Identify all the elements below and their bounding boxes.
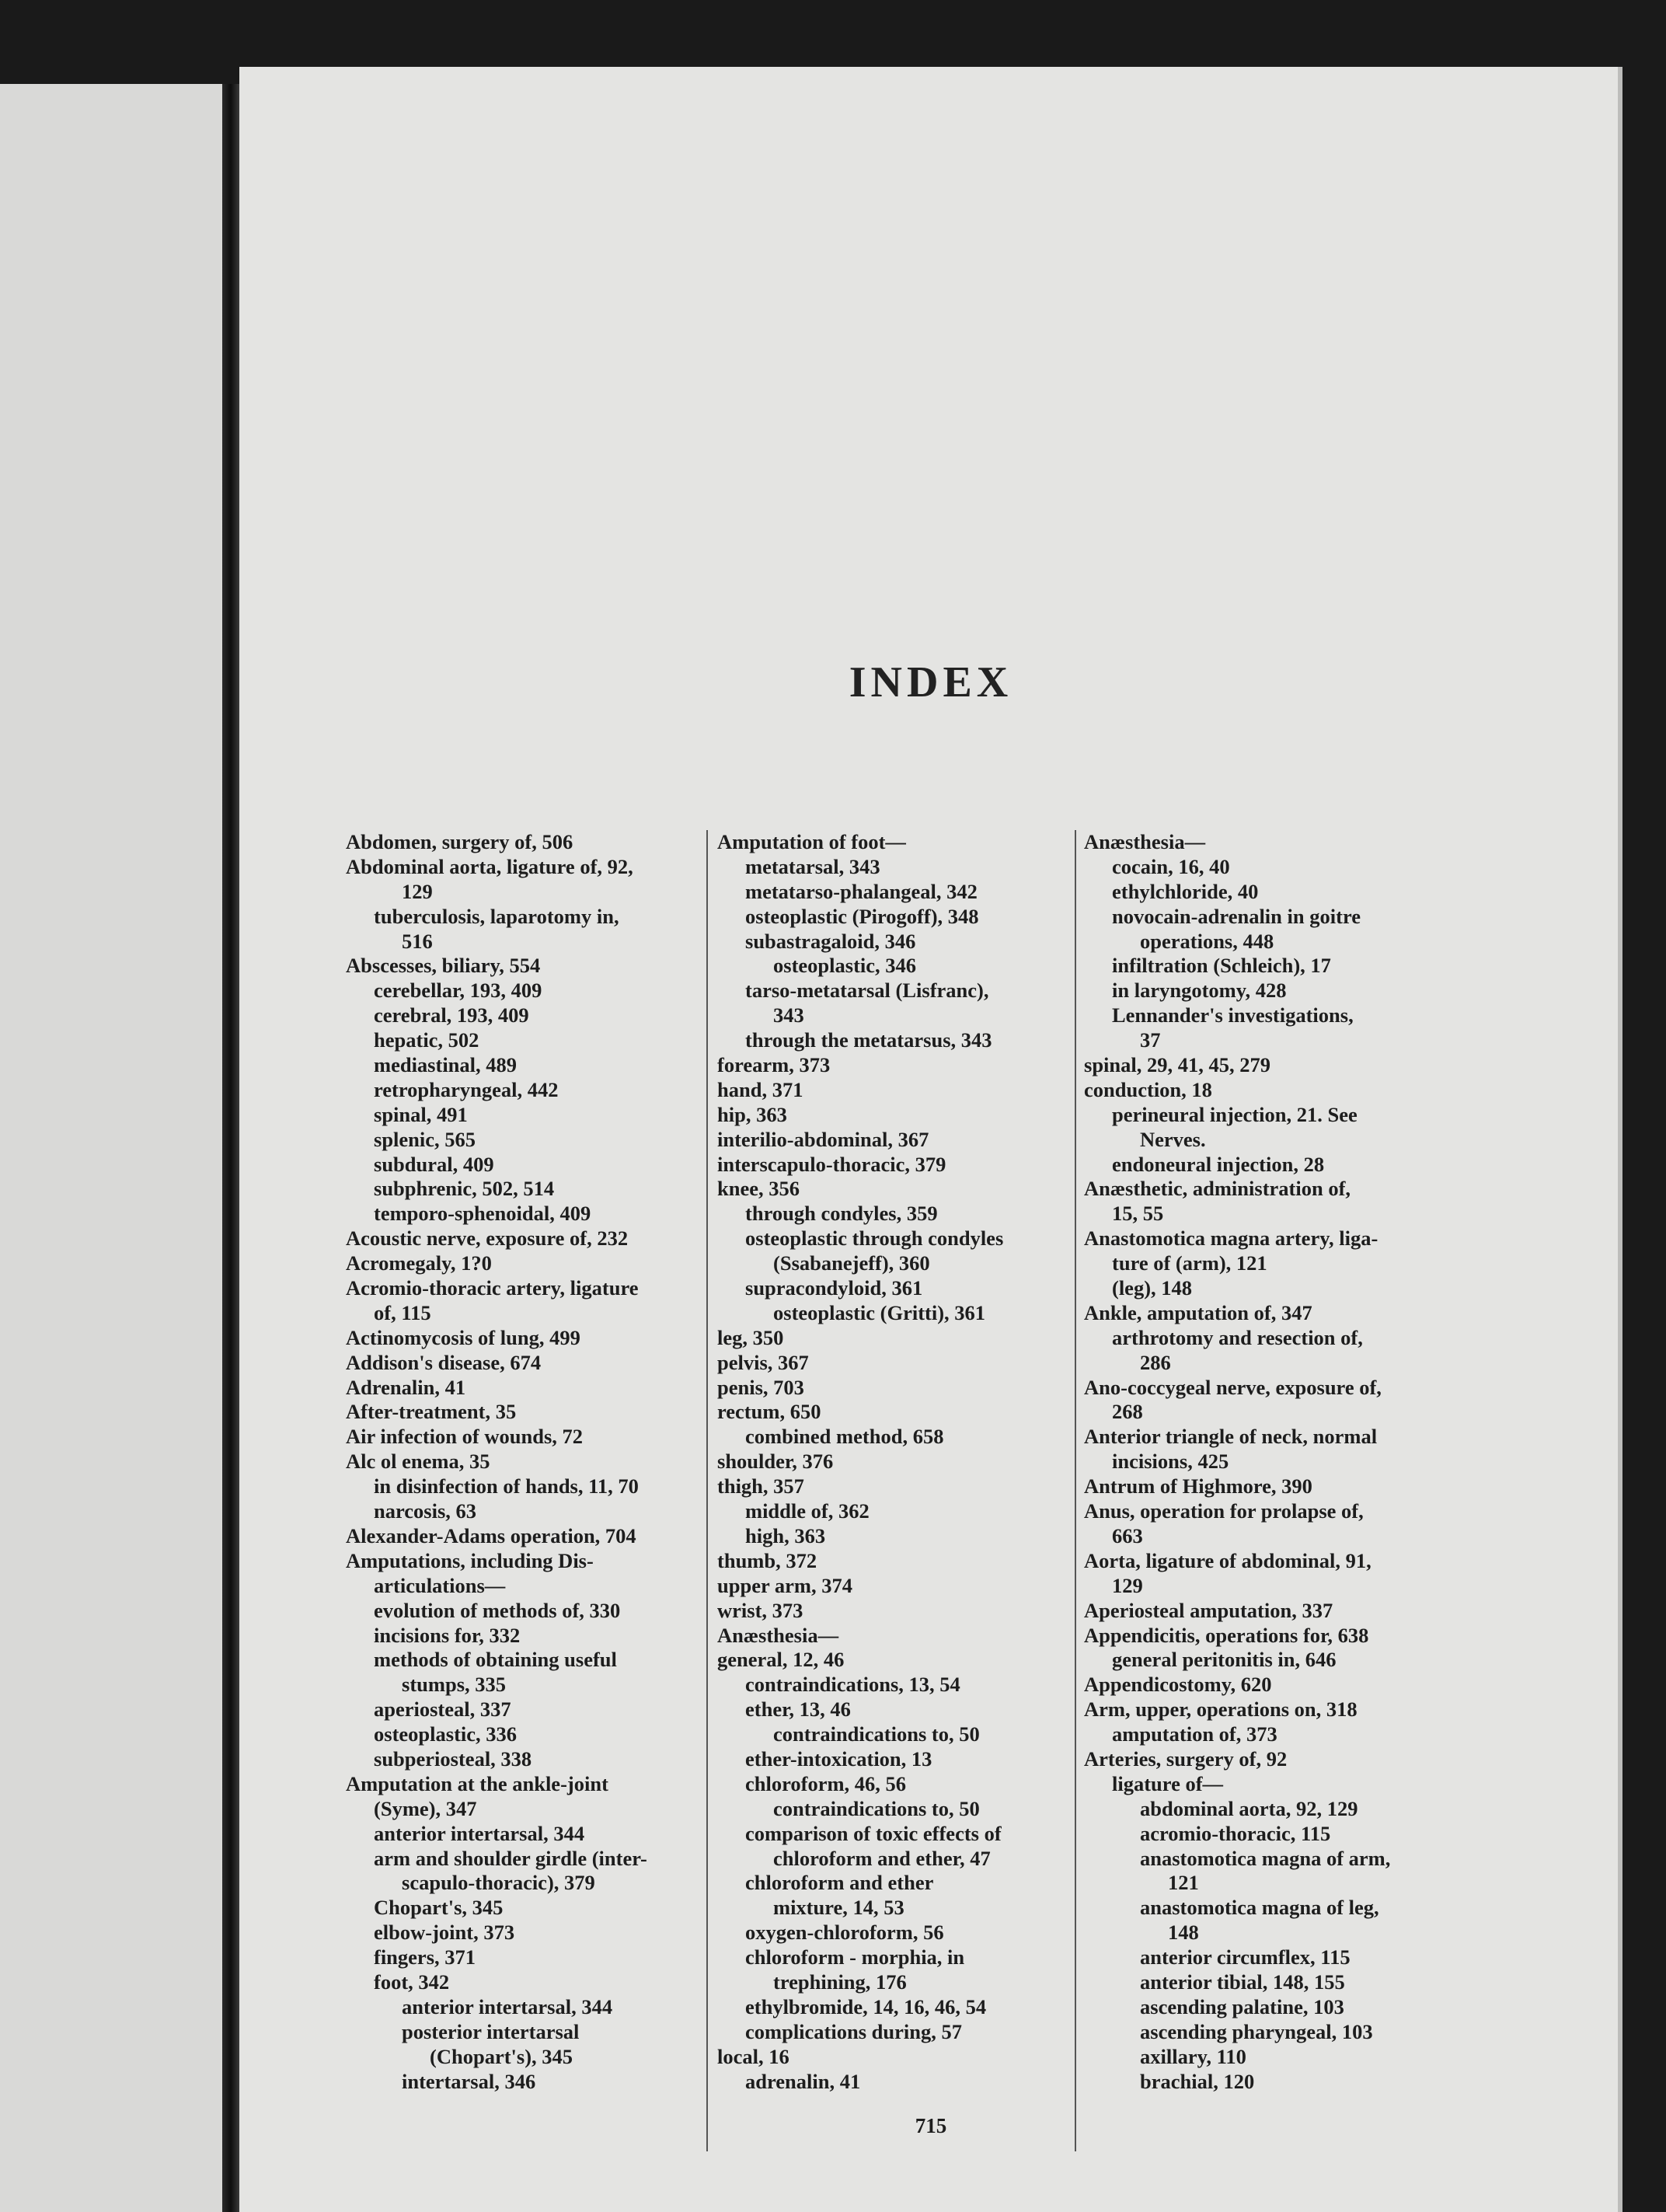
index-entry: penis, 703 [717,1375,804,1399]
index-entry: Ano-coccygeal nerve, exposure of, [1084,1375,1382,1399]
index-entry: endoneural injection, 28 [1112,1152,1325,1176]
index-entry: Abdomen, surgery of, 506 [346,830,573,853]
index-entry: infiltration (Schleich), 17 [1112,954,1331,978]
index-entry: hip, 363 [717,1102,787,1126]
index-entry: combined method, 658 [745,1425,944,1449]
index-entry: Arm, upper, operations on, 318 [1084,1697,1358,1722]
index-entry: hepatic, 502 [374,1028,479,1052]
index-entry: Anæsthesia— [717,1623,839,1647]
index-entry: rectum, 650 [717,1400,821,1424]
index-entry: Appendicitis, operations for, 638 [1084,1623,1369,1647]
index-entry: Abscesses, biliary, 554 [346,954,541,978]
index-entry: high, 363 [745,1523,826,1547]
index-entry: tuberculosis, laparotomy in, [374,904,619,928]
index-entry: Ankle, amputation of, 347 [1084,1300,1312,1324]
index-entry: 516 [402,929,433,953]
index-entry: Abdominal aorta, ligature of, 92, [346,854,633,878]
index-entry: anastomotica magna of arm, [1140,1846,1391,1870]
index-entry: incisions, 425 [1112,1450,1229,1474]
index-entry: 268 [1112,1400,1143,1424]
index-entry: comparison of toxic effects of [745,1821,1002,1845]
index-entry: evolution of methods of, 330 [374,1598,621,1622]
index-entry: supracondyloid, 361 [745,1276,923,1300]
index-entry: tarso-metatarsal (Lisfranc), [745,979,989,1003]
index-entry: ture of (arm), 121 [1112,1251,1267,1275]
index-entry: knee, 356 [717,1177,800,1201]
index-entry: anterior intertarsal, 344 [402,1994,613,2018]
index-entry: chloroform and ether [745,1871,934,1895]
index-entry: contraindications to, 50 [773,1796,980,1820]
index-entry: adrenalin, 41 [745,2069,861,2093]
index-entry: amputation of, 373 [1112,1722,1277,1746]
index-entry: Acromio-thoracic artery, ligature [346,1276,639,1300]
index-entry: in disinfection of hands, 11, 70 [374,1474,639,1499]
index-entry: methods of obtaining useful [374,1648,617,1672]
index-entry: spinal, 491 [374,1102,468,1126]
index-entry: retropharyngeal, 442 [374,1077,559,1101]
index-entry: subastragaloid, 346 [745,929,916,953]
index-entry: local, 16 [717,2044,789,2068]
index-entry: shoulder, 376 [717,1450,834,1474]
index-entry: 15, 55 [1112,1202,1164,1226]
index-entry: anterior tibial, 148, 155 [1140,1970,1345,1994]
index-entry: (Ssabanejeff), 360 [773,1251,930,1275]
index-entry: Alc ol enema, 35 [346,1450,490,1474]
index-entry: articulations— [374,1573,506,1597]
index-entry: Chopart's, 345 [374,1896,504,1920]
index-entry: operations, 448 [1140,929,1274,953]
index-entry: wrist, 373 [717,1598,803,1622]
index-entry: ethylbromide, 14, 16, 46, 54 [745,1994,987,2018]
index-entry: narcosis, 63 [374,1499,477,1523]
index-entry: chloroform and ether, 47 [773,1846,991,1870]
index-column-2 [717,830,1072,2094]
index-entry: Aorta, ligature of abdominal, 91, [1084,1548,1371,1572]
index-entry: subphrenic, 502, 514 [374,1177,555,1201]
index-entry: ligature of— [1112,1771,1224,1795]
index-entry: temporo-sphenoidal, 409 [374,1202,591,1226]
index-entry: Alexander-Adams operation, 704 [346,1523,636,1547]
index-entry: Anæsthetic, administration of, [1084,1177,1351,1201]
index-entry: Nerves. [1140,1127,1206,1151]
index-entry: Addison's disease, 674 [346,1350,542,1374]
index-entry: of, 115 [374,1300,431,1324]
index-entry: perineural injection, 21. See [1112,1102,1358,1126]
index-entry: ether, 13, 46 [745,1697,851,1722]
index-entry: interilio-abdominal, 367 [717,1127,929,1151]
index-entry: anterior intertarsal, 344 [374,1821,585,1845]
index-entry: through condyles, 359 [745,1202,938,1226]
index-entry: osteoplastic (Gritti), 361 [773,1300,986,1324]
index-entry: mediastinal, 489 [374,1053,518,1077]
index-entry: Antrum of Highmore, 390 [1084,1474,1312,1499]
index-column-3 [1084,830,1438,2094]
index-entry: splenic, 565 [374,1127,476,1151]
index-entry: brachial, 120 [1140,2069,1255,2093]
index-entry: abdominal aorta, 92, 129 [1140,1796,1358,1820]
index-entry: osteoplastic, 336 [374,1722,518,1746]
index-entry: intertarsal, 346 [402,2069,536,2093]
index-entry: Anus, operation for prolapse of, [1084,1499,1364,1523]
book-gutter [222,84,239,2212]
index-entry: incisions for, 332 [374,1623,521,1647]
index-entry: anastomotica magna of leg, [1140,1896,1379,1920]
page-edge [1618,67,1622,2212]
column-divider [1075,830,1076,2151]
index-entry: fingers, 371 [374,1945,476,1970]
index-entry: foot, 342 [374,1970,450,1994]
index-entry: osteoplastic, 346 [773,954,917,978]
index-entry: Aperiosteal amputation, 337 [1084,1598,1333,1622]
facing-page [0,84,233,2212]
index-entry: 343 [773,1003,804,1027]
index-entry: ascending pharyngeal, 103 [1140,2019,1373,2043]
index-entry: Amputations, including Dis- [346,1548,594,1572]
index-entry: arthrotomy and resection of, [1112,1325,1363,1349]
index-entry: middle of, 362 [745,1499,870,1523]
index-entry: mixture, 14, 53 [773,1896,904,1920]
index-entry: ether-intoxication, 13 [745,1746,932,1771]
index-entry: cerebral, 193, 409 [374,1003,529,1027]
index-entry: conduction, 18 [1084,1077,1212,1101]
index-entry: pelvis, 367 [717,1350,809,1374]
index-entry: thigh, 357 [717,1474,804,1499]
index-entry: posterior intertarsal [402,2019,580,2043]
index-entry: spinal, 29, 41, 45, 279 [1084,1053,1271,1077]
index-entry: Anterior triangle of neck, normal [1084,1425,1378,1449]
index-entry: Appendicostomy, 620 [1084,1673,1272,1697]
index-entry: chloroform - morphia, in [745,1945,965,1970]
index-entry: arm and shoulder girdle (inter- [374,1846,647,1870]
index-entry: novocain-adrenalin in goitre [1112,904,1361,928]
index-entry: complications during, 57 [745,2019,963,2043]
index-entry: Air infection of wounds, 72 [346,1425,584,1449]
index-entry: Amputation of foot— [717,830,906,853]
index-entry: metatarso-phalangeal, 342 [745,879,978,903]
index-entry: forearm, 373 [717,1053,831,1077]
index-entry: ascending palatine, 103 [1140,1994,1344,2018]
index-entry: osteoplastic (Pirogoff), 348 [745,904,979,928]
index-entry: (Chopart's), 345 [430,2044,573,2068]
index-entry: Lennander's investigations, [1112,1003,1354,1027]
index-entry: (Syme), 347 [374,1796,477,1820]
index-entry: (leg), 148 [1112,1276,1193,1300]
index-entry: cerebellar, 193, 409 [374,979,542,1003]
index-entry: stumps, 335 [402,1673,507,1697]
index-entry: 148 [1168,1921,1199,1945]
index-entry: in laryngotomy, 428 [1112,979,1287,1003]
index-entry: 286 [1140,1350,1171,1374]
column-divider [706,830,708,2151]
index-entry: Actinomycosis of lung, 499 [346,1325,580,1349]
index-entry: 37 [1140,1028,1161,1052]
index-entry: acromio-thoracic, 115 [1140,1821,1331,1845]
index-entry: Acoustic nerve, exposure of, 232 [346,1226,629,1251]
index-entry: cocain, 16, 40 [1112,854,1230,878]
index-entry: contraindications to, 50 [773,1722,980,1746]
index-entry: Anæsthesia— [1084,830,1206,853]
index-entry: general, 12, 46 [717,1648,845,1672]
index-entry: axillary, 110 [1140,2044,1246,2068]
index-entry: trephining, 176 [773,1970,907,1994]
page-number: 715 [915,2114,947,2137]
index-entry: 663 [1112,1523,1143,1547]
index-entry: 129 [1112,1573,1143,1597]
index-entry: aperiosteal, 337 [374,1697,511,1722]
index-entry: ethylchloride, 40 [1112,879,1259,903]
index-entry: osteoplastic through condyles [745,1226,1004,1251]
index-entry: through the metatarsus, 343 [745,1028,992,1052]
index-entry: thumb, 372 [717,1548,817,1572]
page-title: INDEX [849,658,1013,707]
index-entry: Arteries, surgery of, 92 [1084,1746,1288,1771]
index-entry: After-treatment, 35 [346,1400,517,1424]
index-entry: upper arm, 374 [717,1573,852,1597]
index-entry: subperiosteal, 338 [374,1746,532,1771]
index-entry: Amputation at the ankle-joint [346,1771,608,1795]
index-entry: leg, 350 [717,1325,784,1349]
index-entry: hand, 371 [717,1077,803,1101]
index-entry: metatarsal, 343 [745,854,880,878]
index-entry: subdural, 409 [374,1152,494,1176]
index-entry: scapulo-thoracic), 379 [402,1871,595,1895]
index-entry: contraindications, 13, 54 [745,1673,960,1697]
index-entry: Adrenalin, 41 [346,1375,466,1399]
index-entry: anterior circumflex, 115 [1140,1945,1351,1970]
index-entry: chloroform, 46, 56 [745,1771,907,1795]
index-entry: interscapulo-thoracic, 379 [717,1152,946,1176]
index-column-1 [346,830,703,2094]
index-entry: Anastomotica magna artery, liga- [1084,1226,1378,1251]
index-entry: general peritonitis in, 646 [1112,1648,1337,1672]
index-entry: Acromegaly, 1?0 [346,1251,492,1275]
index-entry: elbow-joint, 373 [374,1921,515,1945]
index-entry: 129 [402,879,433,903]
index-page [239,67,1622,2212]
index-entry: 121 [1168,1871,1199,1895]
index-entry: oxygen-chloroform, 56 [745,1921,944,1945]
